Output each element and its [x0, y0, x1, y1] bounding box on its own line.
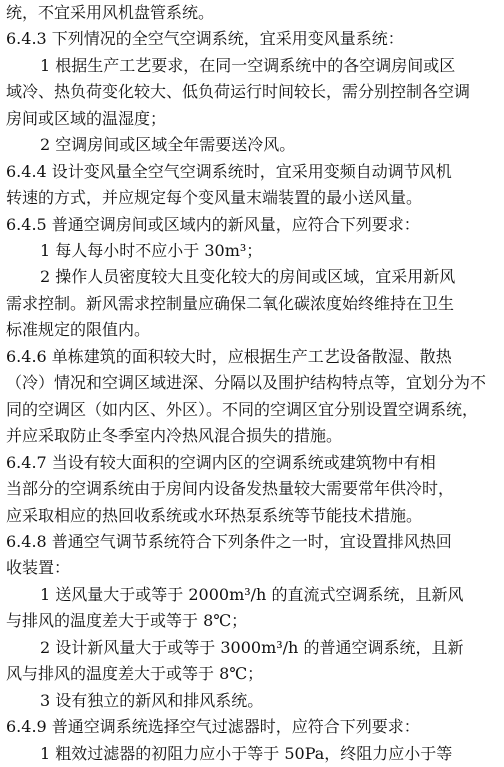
clause-6-4-9-heading: 6.4.9 普通空调系统选择空气过滤器时，应符合下列要求：	[6, 717, 420, 736]
clause-6-4-5-heading: 6.4.5 普通空调房间或区域内的新风量，应符合下列要求：	[6, 215, 420, 234]
text-line: 房间或区域的温湿度；	[6, 109, 167, 128]
text-line: 需求控制。新风需求控制量应确保二氧化碳浓度始终维持在卫生	[6, 294, 455, 313]
clause-item: 2 操作人员密度较大且变化较大的房间或区域，宜采用新风	[40, 267, 456, 286]
clause-6-4-3-heading: 6.4.3 下列情况的全空气空调系统，宜采用变风量系统：	[6, 29, 404, 48]
clause-item: 2 空调房间或区域全年需要送冷风。	[40, 135, 296, 154]
clause-item: 1 粗效过滤器的初阻力应小于等于 50Pa，终阻力应小于等	[40, 744, 453, 763]
clause-6-4-7-heading: 6.4.7 当设有较大面积的空调内区的空调系统或建筑物中有相	[6, 453, 436, 472]
text-line: 转速的方式，并应规定每个变风量末端装置的最小送风量。	[6, 188, 423, 207]
clause-6-4-6-heading: 6.4.6 单栋建筑的面积较大时，应根据生产工艺设备散湿、散热	[6, 347, 452, 366]
text-line: 标准规定的限值内。	[6, 320, 151, 339]
text-line: 当部分的空调系统由于房间内设备发热量较大需要常年供冷时，	[6, 479, 455, 498]
clause-item: 2 设计新风量大于或等于 3000m³/h 的普通空调系统，且新	[40, 638, 464, 657]
clause-item: 1 根据生产工艺要求，在同一空调系统中的各空调房间或区	[40, 56, 456, 75]
text-line: 风与排风的温度差大于或等于 8℃；	[6, 664, 264, 683]
text-line: 并应采取防止冬季室内冷热风混合损失的措施。	[6, 426, 343, 445]
clause-item: 1 送风量大于或等于 2000m³/h 的直流式空调系统，且新风	[40, 585, 464, 604]
text-line: 域冷、热负荷变化较大、低负荷运行时间较长，需分别控制各空调	[6, 82, 471, 101]
text-line: （冷）情况和空调区域进深、分隔以及围护结构特点等，宜划分为不	[6, 373, 487, 392]
clause-6-4-4-heading: 6.4.4 设计变风量全空气空调系统时，宜采用变频自动调节风机	[6, 162, 452, 181]
text-line: 同的空调区（如内区、外区）。不同的空调区宜分别设置空调系统，	[6, 400, 479, 419]
clause-item: 1 每人每小时不应小于 30m³；	[40, 241, 263, 260]
clause-item: 3 设有独立的新风和排风系统。	[40, 691, 264, 710]
text-line: 收装置：	[6, 558, 71, 577]
clause-6-4-8-heading: 6.4.8 普通空气调节系统符合下列条件之一时，宜设置排风热回	[6, 532, 452, 551]
text-line: 与排风的温度差大于或等于 8℃；	[6, 611, 248, 630]
text-line: 应采取相应的热回收系统或水环热泵系统等节能技术措施。	[6, 506, 423, 525]
text-line: 统，不宜采用风机盘管系统。	[6, 3, 215, 22]
